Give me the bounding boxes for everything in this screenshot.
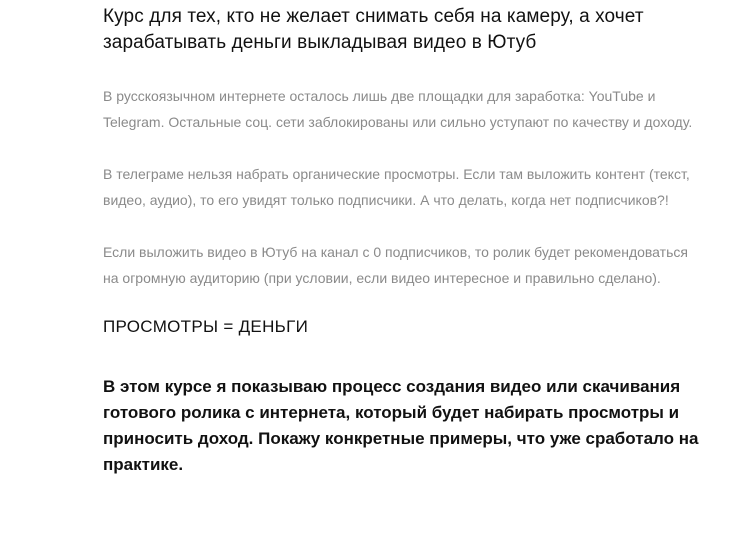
- paragraph-youtube: Если выложить видео в Ютуб на канал с 0 подписчиков, то ролик будет рекомендоваться на огромную аудиторию (при условии, если видео интересное и правильно сделано).: [103, 244, 688, 286]
- views-equals-money: ПРОСМОТРЫ = ДЕНЬГИ: [103, 317, 309, 336]
- paragraph-platforms: В русскоязычном интернете осталось лишь две площадки для заработка: YouTube и Telegram. Остальные соц. сети заблокированы или сильно уступают по качеству и доходу.: [103, 88, 693, 130]
- course-headline: Курс для тех, кто не желает снимать себя на камеру, а хочет зарабатывать деньги выкладывая видео в Ютуб: [103, 6, 644, 53]
- course-promise-paragraph: В этом курсе я показываю процесс создания видео или скачивания готового ролика с интернета, который будет набирать просмотры и приносить доход. Покажу конкретные примеры, что уже сработало на практике.: [103, 377, 699, 474]
- course-description: [103, 0, 703, 478]
- paragraph-telegram: В телеграме нельзя набрать органические просмотры. Если там выложить контент (текст, видео, аудио), то его увидят только подписчики. А что делать, когда нет подписчиков?!: [103, 166, 690, 208]
